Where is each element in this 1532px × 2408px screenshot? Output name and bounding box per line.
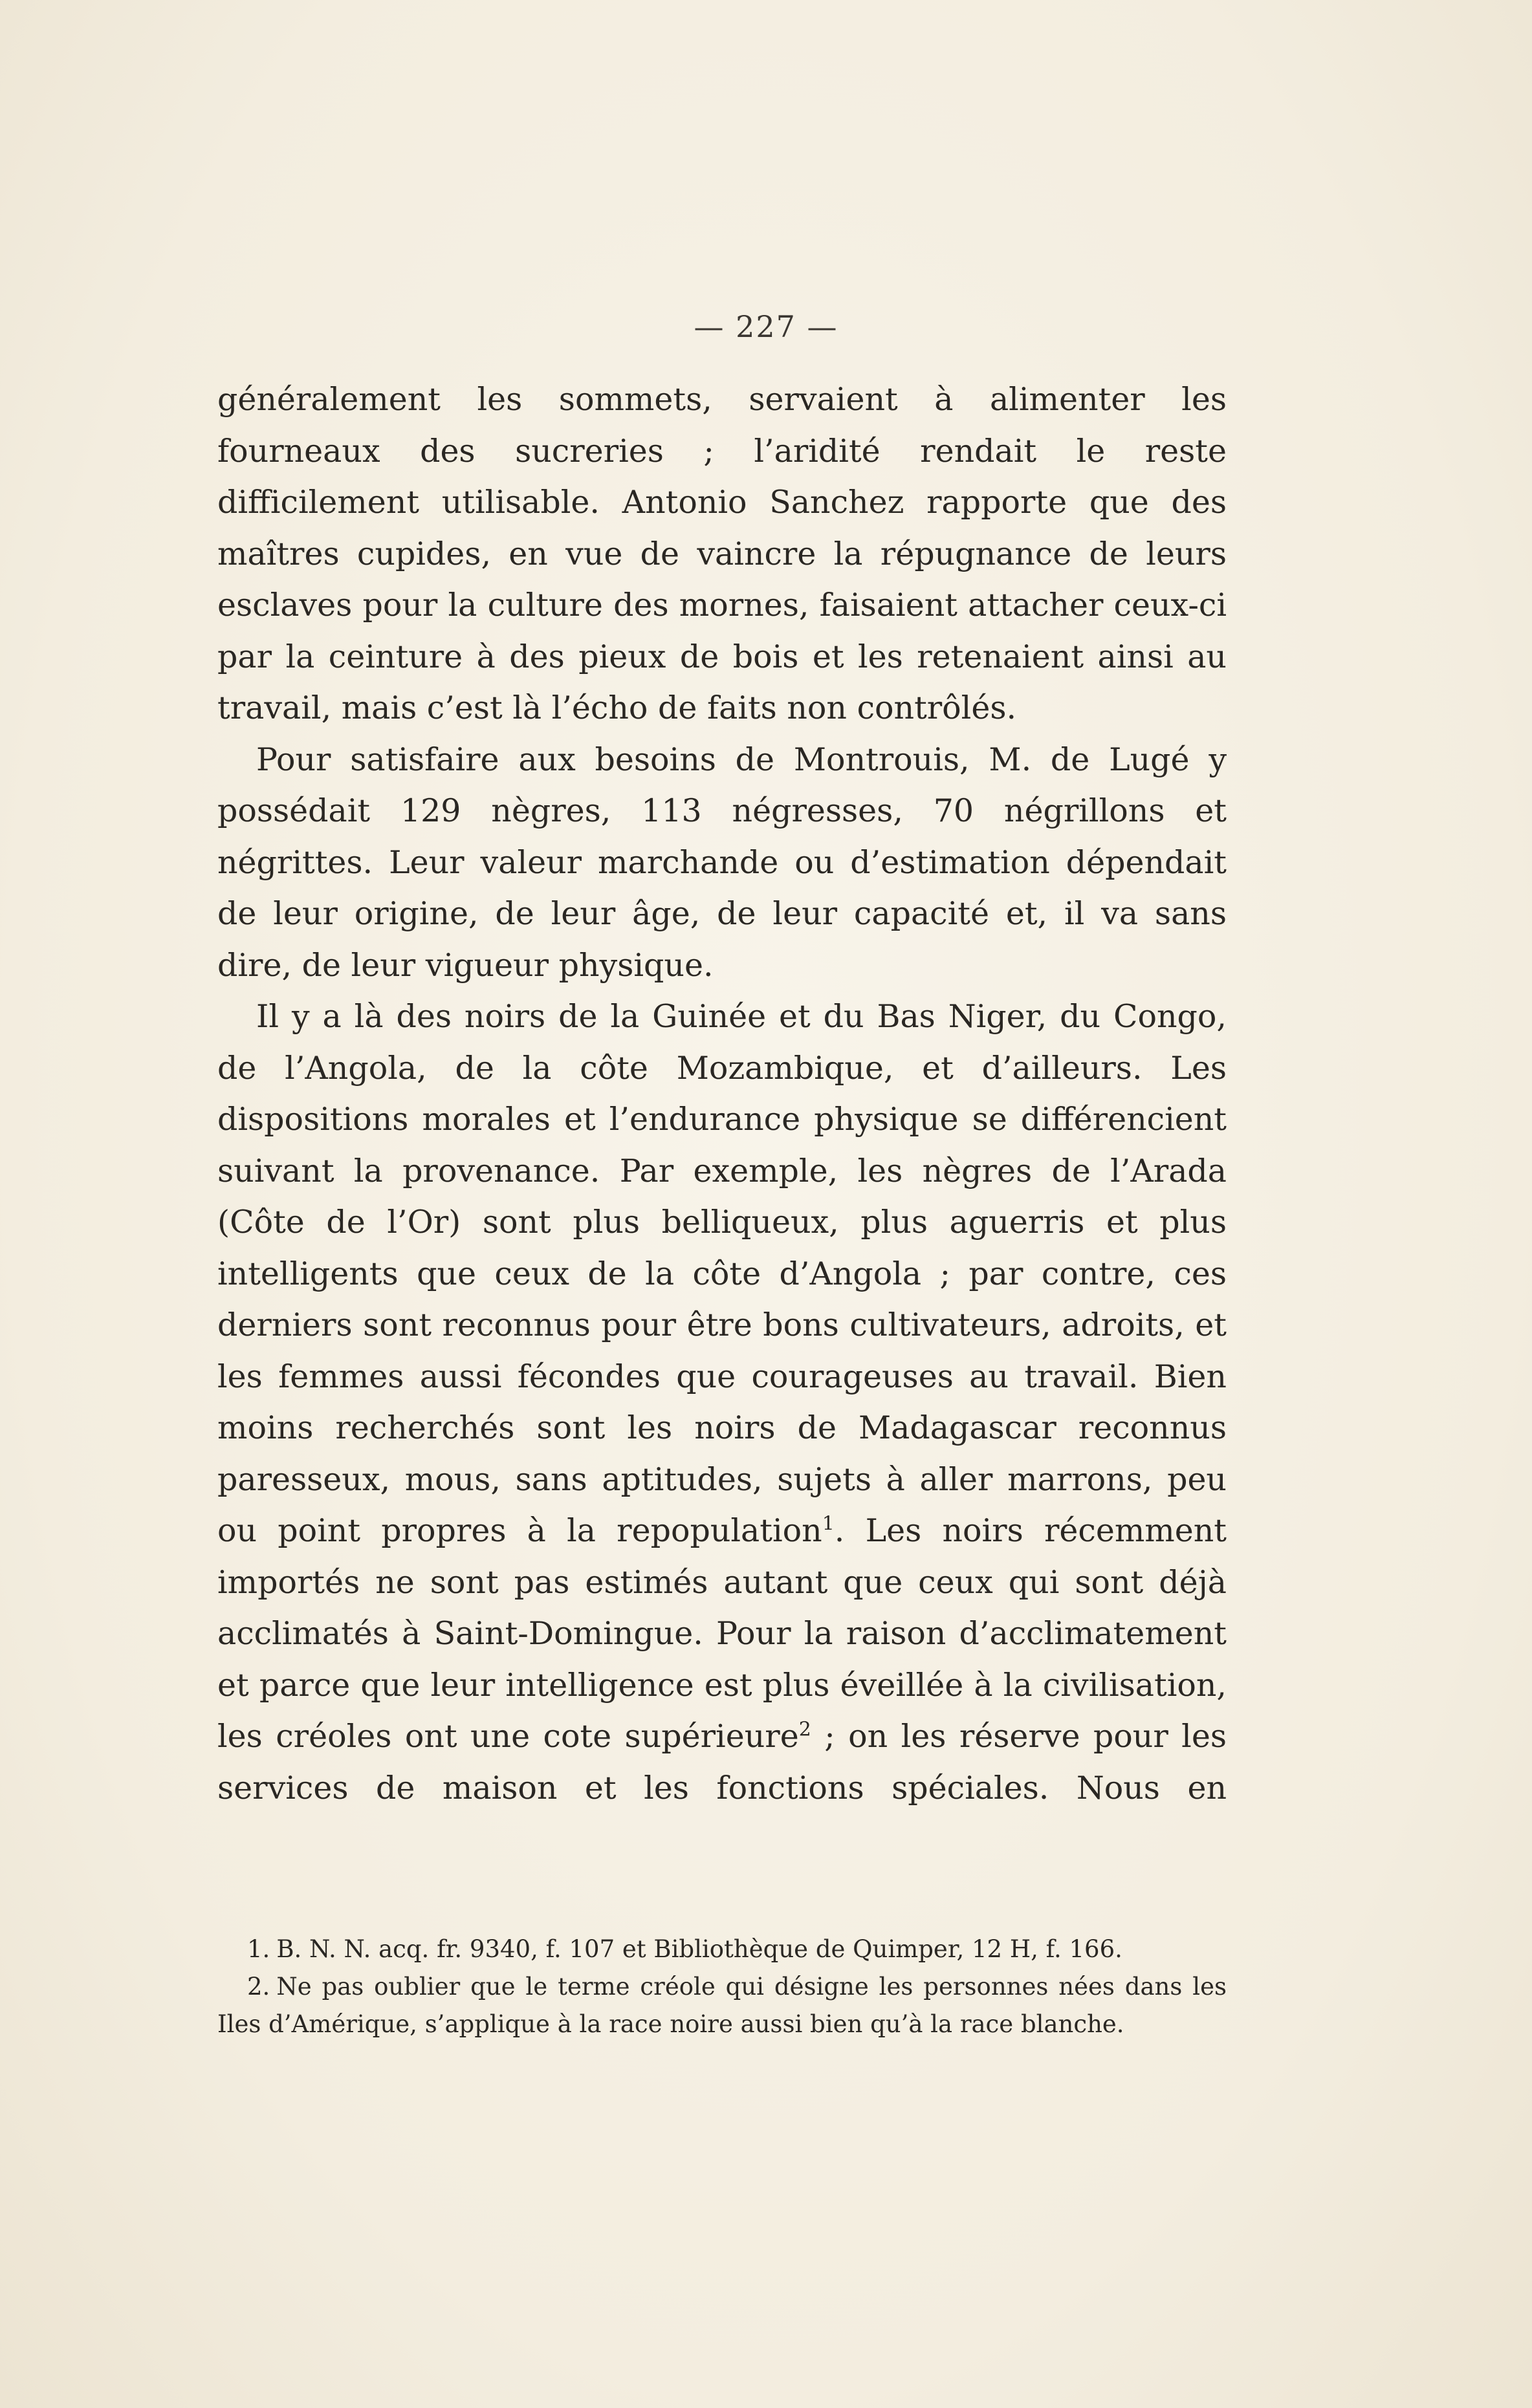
footnotes	[217, 1931, 1227, 2043]
paragraph-3-part-2: . Les noirs récemment importés ne sont pas estimés autant que ceux qui sont déjà acclimatés à Saint-Domingue. Pour la raison d’acclimatement et parce que leur intelligence est plus éveillée à la civilisation, les créoles ont une cote supérieure	[217, 1512, 1227, 1755]
paragraph-2: Pour satisfaire aux besoins de Montrouis, M. de Lugé y possédait 129 nègres, 113 négresses, 70 négrillons et négrittes. Leur valeur marchande ou d’estimation dépendait de leur origine, de leur âge, de leur capacité et, il va sans dire, de leur vigueur physique.	[217, 741, 1227, 984]
footnote-2	[217, 1968, 1227, 2043]
paragraph-3	[217, 991, 1227, 1814]
footnote-ref-1: 1	[822, 1512, 835, 1535]
paragraph-1: généralement les sommets, servaient à alimenter les fourneaux des sucreries ; l’aridité rendait le reste difficilement utilisable. Antonio Sanchez rapporte que des maîtres cupides, en vue de vaincre la répugnance de leurs esclaves pour la culture des mornes, faisaient attacher ceux-ci par la ceinture à des pieux de bois et les retenaient ainsi au travail, mais c’est là l’écho de faits non contrôlés.	[217, 381, 1227, 726]
footnote-ref-2: 2	[798, 1718, 811, 1741]
footnote-1	[217, 1931, 1227, 1968]
body-text	[217, 374, 1227, 1814]
footnote-2-text: Ne pas oublier que le terme créole qui désigne les personnes nées dans les Iles d’Amérique, s’applique à la race noire aussi bien qu’à la race blanche.	[217, 1973, 1227, 2038]
page-number: — 227 —	[694, 309, 838, 344]
footnote-2-number: 2.	[247, 1973, 270, 2001]
footnote-1-text: B. N. N. acq. fr. 9340, f. 107 et Bibliothèque de Quimper, 12 H, f. 166.	[276, 1935, 1122, 1963]
paragraph-3-part-1: Il y a là des noirs de la Guinée et du Bas Niger, du Congo, de l’Angola, de la côte Mozambique, et d’ailleurs. Les dispositions morales et l’endurance physique se différencient suivant la provenance. Par exemple, les nègres de l’Arada (Côte de l’Or) sont plus belliqueux, plus aguerris et plus intelligents que ceux de la côte d’Angola ; par contre, ces derniers sont reconnus pour être bons cultivateurs, adroits, et les femmes aussi fécondes que courageuses au travail. Bien moins recherchés sont les noirs de Madagascar reconnus paresseux, mous, sans aptitudes, sujets à aller marrons, peu ou point propres à la repopulation	[217, 998, 1227, 1549]
footnote-1-number: 1.	[247, 1935, 270, 1963]
paragraph-3-part-3: ; on les réserve pour les services de maison et les fonctions spéciales. Nous en	[217, 1718, 1227, 1806]
